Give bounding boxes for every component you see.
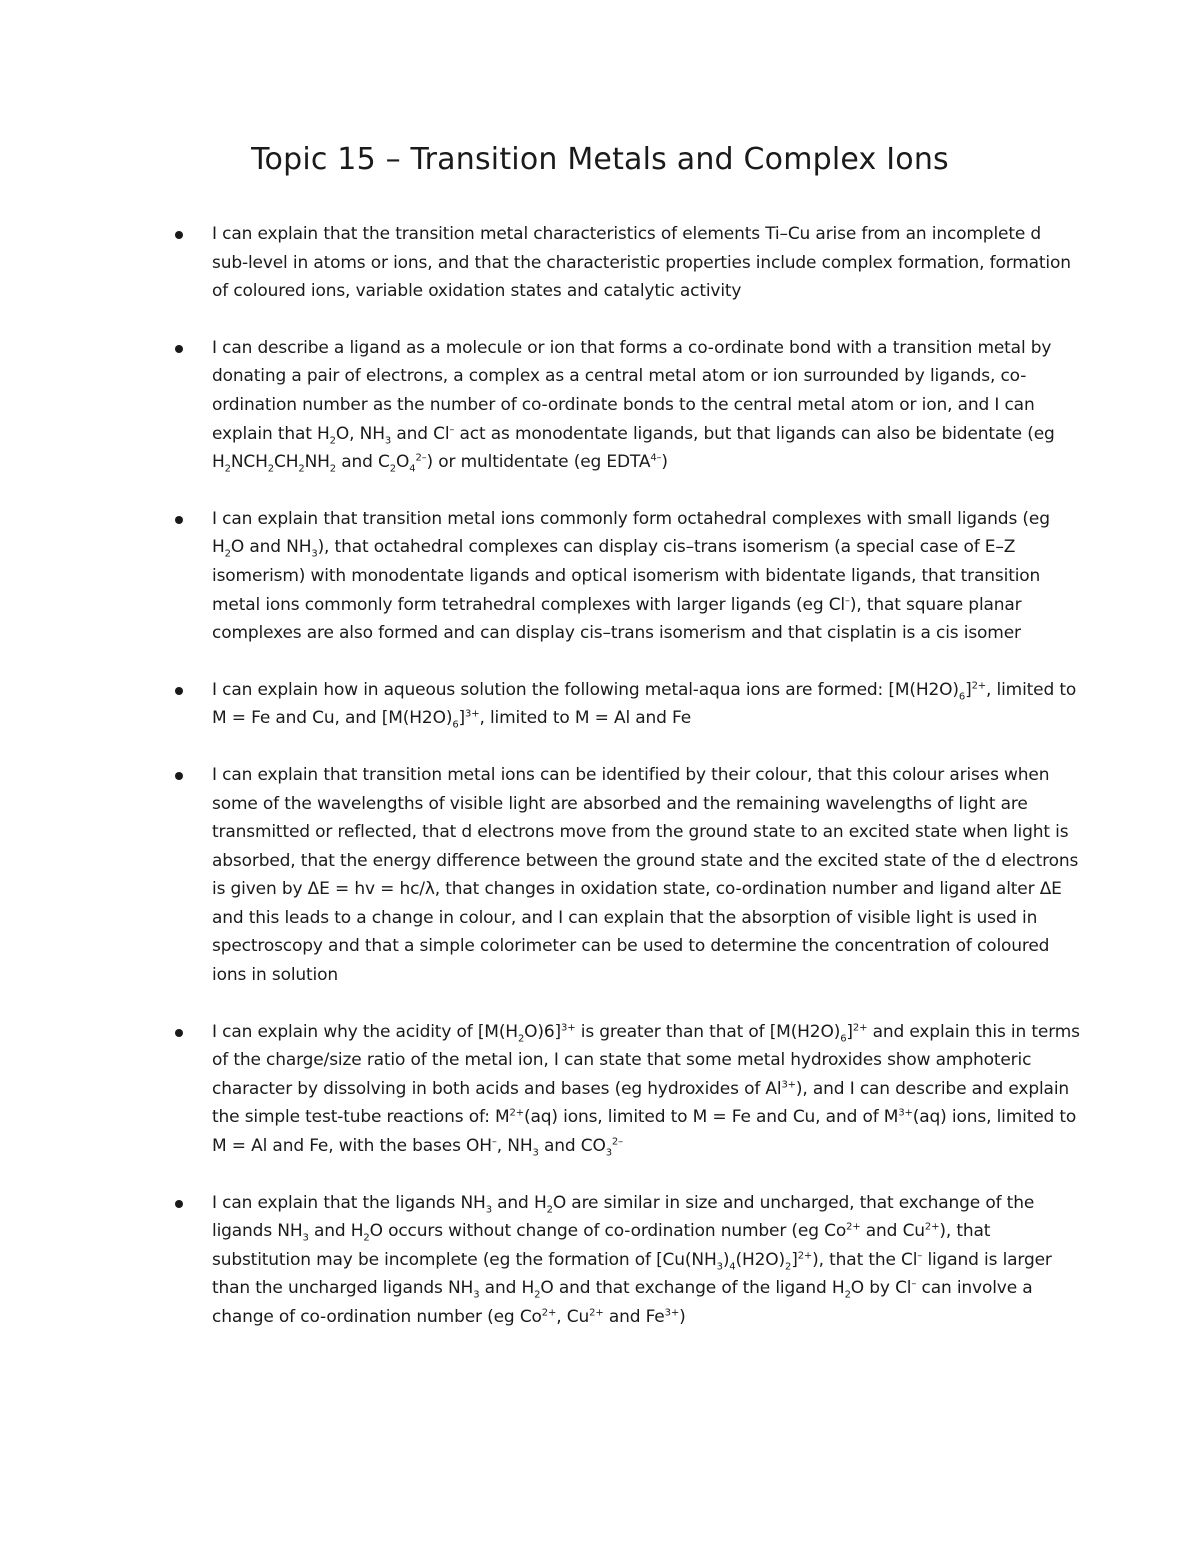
subscript: 2: [363, 1232, 370, 1244]
text-run: NH: [304, 452, 330, 473]
objective-text: [212, 509, 1050, 643]
objective-text: [212, 224, 1071, 301]
subscript: 2: [267, 463, 274, 475]
subscript: 2: [389, 463, 396, 475]
subscript: 2: [329, 434, 336, 446]
bullet-icon: [175, 1200, 183, 1208]
superscript: 3+: [465, 708, 480, 720]
text-run: and Cl: [391, 423, 450, 444]
text-run: (aq) ions, limited to M = Al and Fe, with the bases OH: [212, 1107, 1077, 1157]
superscript: 2+: [589, 1307, 604, 1319]
objective-item: [212, 220, 1082, 306]
subscript: 3: [473, 1289, 480, 1301]
text-run: ), that square planar complexes are also formed and can display cis–trans isomerism and that cisplatin is a cis isomer: [212, 594, 1022, 644]
text-run: I can describe a ligand as a molecule or ion that forms a co-ordinate bond with a transition metal by donating a pair of electrons, a complex as a central metal atom or ion surrounded by ligands, co-ordination number as the number of co-ordinate bonds to the central metal atom or ion, and I can explain that H: [212, 337, 1052, 444]
text-run: can involve a change of co-ordination number (eg Co: [212, 1278, 1033, 1327]
text-run: ]: [791, 1249, 798, 1270]
text-run: , NH: [496, 1136, 533, 1157]
objective-text: [212, 1193, 1052, 1327]
bullet-icon: [175, 516, 183, 524]
objective-item: [212, 761, 1082, 990]
superscript: 2–: [611, 1136, 623, 1148]
subscript: 2: [224, 463, 231, 475]
text-run: and explain this in terms of the charge/size ratio of the metal ion, I can state that some metal hydroxides show amphoteric character by dissolving in both acids and bases (eg hydroxides of Al: [212, 1021, 1080, 1099]
subscript: 2: [844, 1289, 851, 1301]
text-run: and Fe: [603, 1307, 665, 1327]
superscript: 2+: [924, 1221, 940, 1233]
text-run: O: [395, 452, 410, 473]
text-run: ), that substitution may be incomplete (eg the formation of [Cu(NH: [212, 1221, 991, 1270]
text-run: I can explain how in aqueous solution the following metal-aqua ions are formed: [M(H2O): [212, 679, 959, 700]
text-run: and C: [336, 452, 390, 473]
objective-text: [212, 680, 1076, 729]
text-run: ) or multidentate (eg EDTA: [426, 452, 651, 473]
objective-text: [212, 337, 1055, 475]
objective-text: [212, 765, 1078, 985]
text-run: (aq) ions, limited to M = Fe and Cu, and of M: [524, 1107, 899, 1128]
text-run: and CO: [538, 1136, 606, 1157]
subscript: 3: [716, 1261, 723, 1273]
text-run: O)6]: [524, 1021, 562, 1042]
objective-item: [212, 1018, 1082, 1161]
subscript: 4: [729, 1261, 736, 1273]
text-run: ]: [458, 708, 466, 729]
superscript: 3+: [781, 1079, 796, 1091]
text-run: and Cu: [860, 1221, 925, 1242]
text-run: and H: [479, 1278, 535, 1299]
superscript: 2+: [509, 1107, 524, 1119]
superscript: –: [449, 423, 455, 435]
superscript: –: [491, 1136, 497, 1148]
text-run: , limited to M = Fe and Cu, and [M(H2O): [212, 679, 1077, 729]
text-run: , limited to M = Al and Fe: [479, 708, 692, 729]
text-run: CH: [274, 452, 299, 473]
bullet-icon: [175, 1029, 183, 1037]
text-run: ): [722, 1249, 730, 1270]
bullet-icon: [175, 687, 183, 695]
superscript: –: [911, 1278, 917, 1290]
text-run: ), and I can describe and explain the simple test-tube reactions of: M: [212, 1078, 1070, 1128]
text-run: O and that exchange of the ligand H: [540, 1278, 845, 1299]
subscript: 2: [329, 463, 336, 475]
text-run: NCH: [230, 452, 268, 473]
text-run: I can explain that the transition metal characteristics of elements Ti–Cu arise from an incomplete d sub-level in atoms or ions, and that the characteristic properties include complex formation, formation of coloured ions, variable oxidation states and catalytic activity: [212, 224, 1071, 302]
text-run: O are similar in size and uncharged, that exchange of the ligands NH: [212, 1192, 1035, 1242]
bullet-icon: [175, 772, 183, 780]
text-run: O, NH: [335, 423, 385, 444]
text-run: ), that the Cl: [812, 1249, 918, 1270]
text-run: ]: [846, 1021, 853, 1042]
text-run: I can explain that the ligands NH: [212, 1192, 486, 1213]
superscript: 3+: [898, 1107, 913, 1119]
page-title: Topic 15 – Transition Metals and Complex Ions: [251, 142, 949, 177]
superscript: 2+: [797, 1250, 813, 1262]
objectives-list: [212, 220, 1082, 1360]
objective-item: [212, 334, 1082, 477]
subscript: 6: [840, 1033, 847, 1045]
text-run: ), that octahedral complexes can display cis–trans isomerism (a special case of E–Z isomerism) with monodentate ligands and optical isomerism with bidentate ligands, that transition metal ions commonly form tetrahedral complexes with larger ligands (eg Cl: [212, 537, 1041, 615]
text-run: I can explain that transition metal ions can be identified by their colour, that this colour arises when some of the wavelengths of visible light are absorbed and the remaining wavelengths of light are transmitted or reflected, that d electrons move from the ground state to an excited state when light is absorbed, that the energy difference between the ground state and the excited state of the d electrons is given by ΔE = hv = hc/λ, that changes in oxidation state, co-ordination number and ligand alter ΔE and this leads to a change in colour, and I can explain that the absorption of visible light is used in spectroscopy and that a simple colorimeter can be used to determine the concentration of coloured ions in solution: [212, 764, 1079, 986]
superscript: 2+: [541, 1307, 557, 1319]
text-run: and H: [308, 1221, 364, 1242]
text-run: (H2O): [735, 1249, 786, 1270]
text-run: is greater than that of [M(H2O): [575, 1021, 841, 1042]
text-run: I can explain that transition metal ions commonly form octahedral complexes with small ligands (eg H: [212, 508, 1050, 558]
subscript: 2: [298, 463, 305, 475]
subscript: 2: [517, 1033, 525, 1045]
superscript: 2–: [415, 452, 427, 464]
superscript: 3+: [561, 1022, 576, 1033]
subscript: 2: [546, 1204, 553, 1216]
superscript: 2+: [852, 1022, 868, 1033]
subscript: 2: [785, 1261, 792, 1273]
superscript: 4–: [650, 452, 662, 464]
text-run: O by Cl: [850, 1278, 912, 1299]
text-run: O and NH: [230, 537, 312, 558]
text-run: act as monodentate ligands, but that ligands can also be bidentate (eg H: [212, 423, 1055, 473]
superscript: 3+: [664, 1307, 680, 1319]
subscript: 6: [452, 719, 459, 731]
objective-text: [212, 1021, 1080, 1159]
subscript: 3: [485, 1204, 492, 1216]
objective-item: [212, 676, 1082, 733]
text-run: O occurs without change of co-ordination number (eg Co: [369, 1221, 847, 1242]
subscript: 2: [224, 548, 231, 560]
subscript: 3: [384, 434, 392, 446]
subscript: 6: [958, 691, 966, 703]
superscript: –: [917, 1250, 923, 1262]
text-run: ligand is larger than the uncharged ligands NH: [212, 1249, 1052, 1299]
objective-item: [212, 1189, 1082, 1332]
subscript: 2: [534, 1289, 541, 1301]
bullet-icon: [175, 345, 183, 353]
text-run: ]: [965, 679, 972, 700]
text-run: and H: [491, 1192, 547, 1213]
subscript: 3: [532, 1147, 539, 1159]
subscript: 3: [605, 1147, 612, 1159]
bullet-icon: [175, 231, 183, 239]
subscript: 4: [409, 463, 416, 475]
superscript: 2+: [846, 1221, 861, 1233]
subscript: 3: [302, 1232, 309, 1244]
superscript: 2+: [971, 680, 987, 692]
subscript: 3: [311, 548, 318, 560]
superscript: –: [845, 594, 850, 606]
objective-item: [212, 505, 1082, 648]
text-run: , Cu: [556, 1307, 590, 1327]
text-run: ): [661, 452, 668, 473]
text-run: I can explain why the acidity of [M(H: [212, 1021, 518, 1042]
text-run: ): [679, 1307, 686, 1327]
